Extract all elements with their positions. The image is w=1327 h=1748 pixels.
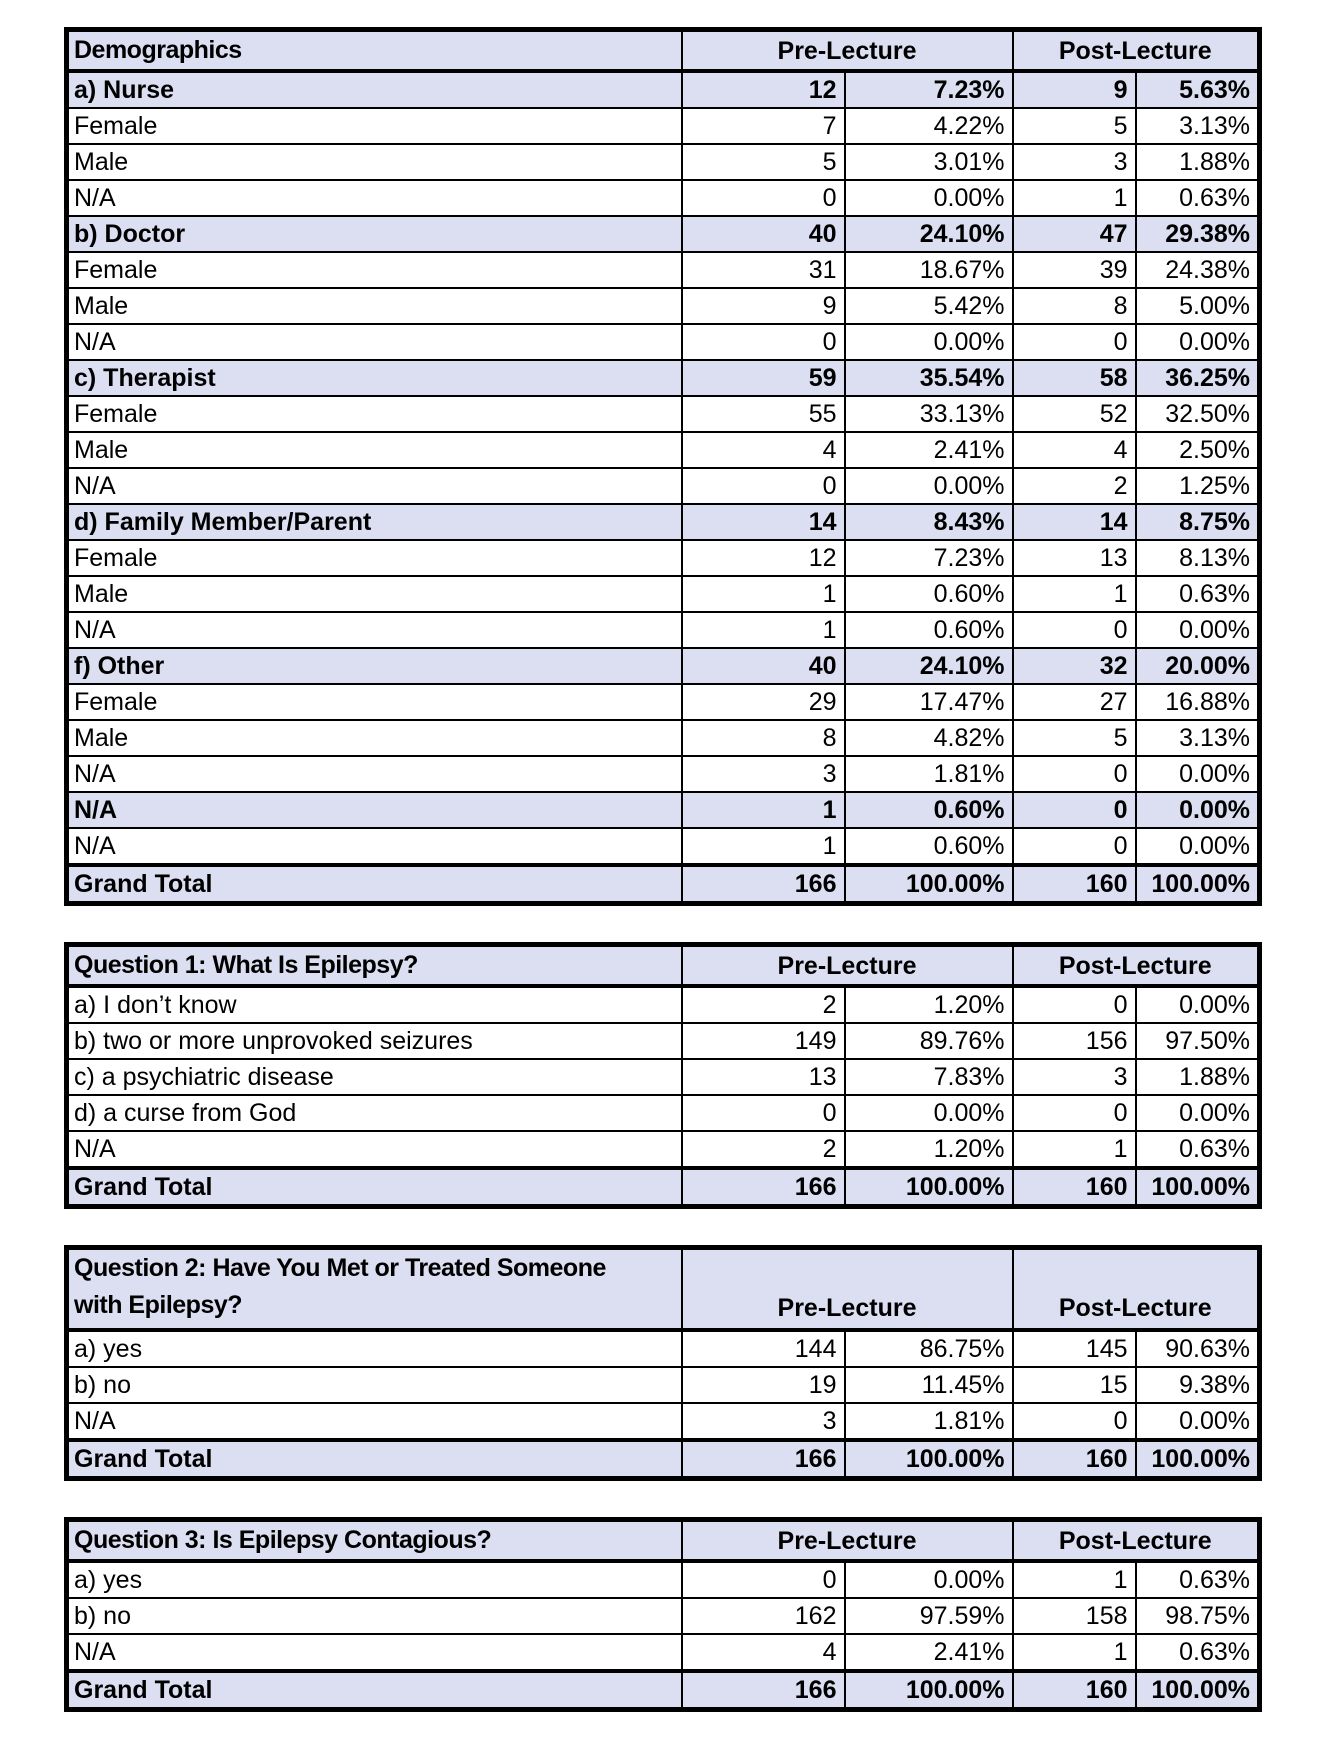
row-label-cell: N/A bbox=[67, 1634, 682, 1671]
post-percent-cell: 36.25% bbox=[1136, 360, 1260, 396]
pre-percent-cell: 0.00% bbox=[845, 468, 1013, 504]
pre-percent-cell: 24.10% bbox=[845, 216, 1013, 252]
row-label-cell: a) Nurse bbox=[67, 71, 682, 108]
row-label-cell: d) a curse from God bbox=[67, 1095, 682, 1131]
pre-count-cell: 0 bbox=[682, 180, 845, 216]
table-row bbox=[67, 180, 1260, 216]
row-label-cell: Female bbox=[67, 540, 682, 576]
table-row bbox=[67, 108, 1260, 144]
pre-percent-cell: 0.00% bbox=[845, 1561, 1013, 1598]
post-count-cell: 145 bbox=[1013, 1330, 1136, 1367]
pre-percent-cell: 2.41% bbox=[845, 432, 1013, 468]
table-question-1 bbox=[64, 942, 1262, 1209]
row-label-cell: N/A bbox=[67, 756, 682, 792]
post-percent-cell: 0.00% bbox=[1136, 828, 1260, 865]
post-percent-cell: 24.38% bbox=[1136, 252, 1260, 288]
row-label-cell: Female bbox=[67, 252, 682, 288]
post-count-cell: 1 bbox=[1013, 1634, 1136, 1671]
post-count-cell: 14 bbox=[1013, 504, 1136, 540]
post-percent-cell: 16.88% bbox=[1136, 684, 1260, 720]
table-header-row bbox=[67, 1520, 1260, 1562]
post-percent-cell: 0.63% bbox=[1136, 1634, 1260, 1671]
table-title-cell bbox=[67, 945, 682, 987]
post-percent-cell: 2.50% bbox=[1136, 432, 1260, 468]
post-percent-cell: 100.00% bbox=[1136, 1440, 1260, 1479]
pre-count-cell: 40 bbox=[682, 648, 845, 684]
pre-count-cell: 1 bbox=[682, 792, 845, 828]
post-percent-cell: 29.38% bbox=[1136, 216, 1260, 252]
post-count-cell: 27 bbox=[1013, 684, 1136, 720]
table-row bbox=[67, 828, 1260, 865]
pre-percent-cell: 100.00% bbox=[845, 1440, 1013, 1479]
pre-count-cell: 7 bbox=[682, 108, 845, 144]
pre-count-cell: 1 bbox=[682, 612, 845, 648]
table-row bbox=[67, 720, 1260, 756]
pre-lecture-header: Pre-Lecture bbox=[682, 1520, 1013, 1562]
post-percent-cell: 8.75% bbox=[1136, 504, 1260, 540]
grand-total-row bbox=[67, 1168, 1260, 1207]
pre-percent-cell: 0.60% bbox=[845, 576, 1013, 612]
post-percent-cell: 0.00% bbox=[1136, 986, 1260, 1023]
post-percent-cell: 0.00% bbox=[1136, 792, 1260, 828]
post-count-cell: 58 bbox=[1013, 360, 1136, 396]
table-row bbox=[67, 1561, 1260, 1598]
post-percent-cell: 100.00% bbox=[1136, 1168, 1260, 1207]
post-count-cell: 1 bbox=[1013, 1131, 1136, 1168]
post-percent-cell: 20.00% bbox=[1136, 648, 1260, 684]
pre-count-cell: 31 bbox=[682, 252, 845, 288]
row-label-cell: a) I don’t know bbox=[67, 986, 682, 1023]
pre-count-cell: 19 bbox=[682, 1367, 845, 1403]
pre-percent-cell: 17.47% bbox=[845, 684, 1013, 720]
table-row bbox=[67, 504, 1260, 540]
row-label-cell: Male bbox=[67, 576, 682, 612]
post-percent-cell: 8.13% bbox=[1136, 540, 1260, 576]
table-row bbox=[67, 1095, 1260, 1131]
pre-percent-cell: 1.81% bbox=[845, 1403, 1013, 1440]
post-percent-cell: 5.00% bbox=[1136, 288, 1260, 324]
post-percent-cell: 98.75% bbox=[1136, 1598, 1260, 1634]
pre-percent-cell: 7.23% bbox=[845, 71, 1013, 108]
row-label-cell: a) yes bbox=[67, 1561, 682, 1598]
pre-count-cell: 1 bbox=[682, 576, 845, 612]
row-label-cell: N/A bbox=[67, 324, 682, 360]
pre-count-cell: 166 bbox=[682, 1440, 845, 1479]
post-count-cell: 5 bbox=[1013, 108, 1136, 144]
pre-percent-cell: 0.60% bbox=[845, 792, 1013, 828]
pre-count-cell: 162 bbox=[682, 1598, 845, 1634]
row-label-cell: Female bbox=[67, 108, 682, 144]
table-row bbox=[67, 756, 1260, 792]
table-title-cell bbox=[67, 1520, 682, 1562]
row-label-cell: Male bbox=[67, 432, 682, 468]
post-percent-cell: 0.63% bbox=[1136, 180, 1260, 216]
table-title-line: Demographics bbox=[74, 36, 242, 64]
table-row bbox=[67, 792, 1260, 828]
table-row bbox=[67, 144, 1260, 180]
post-lecture-header: Post-Lecture bbox=[1013, 945, 1260, 987]
post-count-cell: 52 bbox=[1013, 396, 1136, 432]
post-count-cell: 32 bbox=[1013, 648, 1136, 684]
row-label-cell: f) Other bbox=[67, 648, 682, 684]
post-percent-cell: 97.50% bbox=[1136, 1023, 1260, 1059]
post-count-cell: 0 bbox=[1013, 792, 1136, 828]
post-count-cell: 0 bbox=[1013, 828, 1136, 865]
row-label-cell: c) Therapist bbox=[67, 360, 682, 396]
row-label-cell: N/A bbox=[67, 828, 682, 865]
table-title-cell bbox=[67, 30, 682, 72]
table-title-cell bbox=[67, 1248, 682, 1331]
post-percent-cell: 32.50% bbox=[1136, 396, 1260, 432]
row-label-cell: Male bbox=[67, 288, 682, 324]
row-label-cell: N/A bbox=[67, 468, 682, 504]
post-count-cell: 0 bbox=[1013, 324, 1136, 360]
row-label-cell: c) a psychiatric disease bbox=[67, 1059, 682, 1095]
pre-count-cell: 29 bbox=[682, 684, 845, 720]
post-percent-cell: 100.00% bbox=[1136, 1671, 1260, 1710]
pre-count-cell: 0 bbox=[682, 1561, 845, 1598]
pre-percent-cell: 8.43% bbox=[845, 504, 1013, 540]
post-percent-cell: 1.25% bbox=[1136, 468, 1260, 504]
pre-percent-cell: 0.60% bbox=[845, 828, 1013, 865]
pre-percent-cell: 35.54% bbox=[845, 360, 1013, 396]
post-count-cell: 13 bbox=[1013, 540, 1136, 576]
table-row bbox=[67, 684, 1260, 720]
pre-percent-cell: 0.00% bbox=[845, 324, 1013, 360]
table-row bbox=[67, 1330, 1260, 1367]
post-percent-cell: 0.00% bbox=[1136, 1095, 1260, 1131]
grand-total-row bbox=[67, 865, 1260, 904]
row-label-cell: b) no bbox=[67, 1367, 682, 1403]
pre-count-cell: 0 bbox=[682, 1095, 845, 1131]
post-count-cell: 160 bbox=[1013, 865, 1136, 904]
pre-count-cell: 144 bbox=[682, 1330, 845, 1367]
post-count-cell: 2 bbox=[1013, 468, 1136, 504]
table-row bbox=[67, 71, 1260, 108]
pre-percent-cell: 97.59% bbox=[845, 1598, 1013, 1634]
row-label-cell: Female bbox=[67, 684, 682, 720]
pre-count-cell: 3 bbox=[682, 756, 845, 792]
table-question-3 bbox=[64, 1517, 1262, 1712]
pre-percent-cell: 0.00% bbox=[845, 180, 1013, 216]
grand-total-row bbox=[67, 1671, 1260, 1710]
post-percent-cell: 0.63% bbox=[1136, 576, 1260, 612]
table-row bbox=[67, 396, 1260, 432]
table-row bbox=[67, 612, 1260, 648]
post-lecture-header: Post-Lecture bbox=[1013, 1520, 1260, 1562]
post-count-cell: 0 bbox=[1013, 1403, 1136, 1440]
table-row bbox=[67, 986, 1260, 1023]
table-row bbox=[67, 540, 1260, 576]
row-label-cell: Female bbox=[67, 396, 682, 432]
pre-count-cell: 4 bbox=[682, 432, 845, 468]
pre-count-cell: 12 bbox=[682, 71, 845, 108]
table-row bbox=[67, 648, 1260, 684]
table-row bbox=[67, 1023, 1260, 1059]
row-label-cell: b) two or more unprovoked seizures bbox=[67, 1023, 682, 1059]
table-row bbox=[67, 324, 1260, 360]
table-row bbox=[67, 1634, 1260, 1671]
pre-percent-cell: 4.82% bbox=[845, 720, 1013, 756]
pre-count-cell: 1 bbox=[682, 828, 845, 865]
pre-lecture-header: Pre-Lecture bbox=[682, 1248, 1013, 1331]
pre-percent-cell: 100.00% bbox=[845, 865, 1013, 904]
pre-percent-cell: 11.45% bbox=[845, 1367, 1013, 1403]
pre-percent-cell: 0.00% bbox=[845, 1095, 1013, 1131]
row-label-cell: a) yes bbox=[67, 1330, 682, 1367]
post-percent-cell: 9.38% bbox=[1136, 1367, 1260, 1403]
post-lecture-header: Post-Lecture bbox=[1013, 30, 1260, 72]
table-title-line: Question 3: Is Epilepsy Contagious? bbox=[74, 1526, 492, 1554]
post-count-cell: 160 bbox=[1013, 1168, 1136, 1207]
post-count-cell: 39 bbox=[1013, 252, 1136, 288]
row-label-cell: Male bbox=[67, 720, 682, 756]
row-label-cell: Grand Total bbox=[67, 1671, 682, 1710]
table-row bbox=[67, 468, 1260, 504]
post-count-cell: 15 bbox=[1013, 1367, 1136, 1403]
table-row bbox=[67, 252, 1260, 288]
post-count-cell: 0 bbox=[1013, 612, 1136, 648]
pre-percent-cell: 18.67% bbox=[845, 252, 1013, 288]
row-label-cell: N/A bbox=[67, 612, 682, 648]
row-label-cell: b) no bbox=[67, 1598, 682, 1634]
table-row bbox=[67, 360, 1260, 396]
pre-percent-cell: 1.20% bbox=[845, 986, 1013, 1023]
post-count-cell: 3 bbox=[1013, 144, 1136, 180]
pre-lecture-header: Pre-Lecture bbox=[682, 30, 1013, 72]
pre-count-cell: 166 bbox=[682, 1168, 845, 1207]
table-demographics bbox=[64, 27, 1262, 906]
pre-percent-cell: 1.81% bbox=[845, 756, 1013, 792]
pre-percent-cell: 100.00% bbox=[845, 1671, 1013, 1710]
post-percent-cell: 3.13% bbox=[1136, 720, 1260, 756]
row-label-cell: Grand Total bbox=[67, 1440, 682, 1479]
post-percent-cell: 0.00% bbox=[1136, 1403, 1260, 1440]
post-percent-cell: 0.00% bbox=[1136, 612, 1260, 648]
pre-count-cell: 59 bbox=[682, 360, 845, 396]
row-label-cell: N/A bbox=[67, 1403, 682, 1440]
post-count-cell: 1 bbox=[1013, 576, 1136, 612]
pre-lecture-header: Pre-Lecture bbox=[682, 945, 1013, 987]
row-label-cell: N/A bbox=[67, 792, 682, 828]
table-row bbox=[67, 1059, 1260, 1095]
post-count-cell: 3 bbox=[1013, 1059, 1136, 1095]
table-row bbox=[67, 288, 1260, 324]
pre-count-cell: 0 bbox=[682, 468, 845, 504]
table-header-row bbox=[67, 1248, 1260, 1331]
post-percent-cell: 0.00% bbox=[1136, 324, 1260, 360]
post-count-cell: 0 bbox=[1013, 756, 1136, 792]
pre-count-cell: 55 bbox=[682, 396, 845, 432]
row-label-cell: N/A bbox=[67, 1131, 682, 1168]
post-count-cell: 0 bbox=[1013, 986, 1136, 1023]
table-row bbox=[67, 432, 1260, 468]
row-label-cell: Grand Total bbox=[67, 1168, 682, 1207]
pre-percent-cell: 0.60% bbox=[845, 612, 1013, 648]
pre-count-cell: 8 bbox=[682, 720, 845, 756]
post-count-cell: 8 bbox=[1013, 288, 1136, 324]
pre-percent-cell: 33.13% bbox=[845, 396, 1013, 432]
pre-count-cell: 166 bbox=[682, 865, 845, 904]
survey-results-sheet bbox=[64, 27, 1262, 1748]
post-count-cell: 160 bbox=[1013, 1440, 1136, 1479]
pre-count-cell: 12 bbox=[682, 540, 845, 576]
post-percent-cell: 0.00% bbox=[1136, 756, 1260, 792]
pre-count-cell: 40 bbox=[682, 216, 845, 252]
pre-percent-cell: 24.10% bbox=[845, 648, 1013, 684]
post-count-cell: 5 bbox=[1013, 720, 1136, 756]
pre-count-cell: 149 bbox=[682, 1023, 845, 1059]
post-count-cell: 4 bbox=[1013, 432, 1136, 468]
post-percent-cell: 5.63% bbox=[1136, 71, 1260, 108]
pre-percent-cell: 86.75% bbox=[845, 1330, 1013, 1367]
post-count-cell: 0 bbox=[1013, 1095, 1136, 1131]
post-percent-cell: 1.88% bbox=[1136, 1059, 1260, 1095]
post-percent-cell: 0.63% bbox=[1136, 1131, 1260, 1168]
post-count-cell: 160 bbox=[1013, 1671, 1136, 1710]
table-row bbox=[67, 1403, 1260, 1440]
pre-count-cell: 4 bbox=[682, 1634, 845, 1671]
table-header-row bbox=[67, 945, 1260, 987]
pre-count-cell: 2 bbox=[682, 986, 845, 1023]
table-row bbox=[67, 216, 1260, 252]
post-count-cell: 158 bbox=[1013, 1598, 1136, 1634]
table-title-line: with Epilepsy? bbox=[74, 1291, 243, 1319]
row-label-cell: N/A bbox=[67, 180, 682, 216]
pre-count-cell: 2 bbox=[682, 1131, 845, 1168]
row-label-cell: d) Family Member/Parent bbox=[67, 504, 682, 540]
row-label-cell: Male bbox=[67, 144, 682, 180]
grand-total-row bbox=[67, 1440, 1260, 1479]
table-question-2 bbox=[64, 1245, 1262, 1481]
post-percent-cell: 100.00% bbox=[1136, 865, 1260, 904]
table-title-line: Question 2: Have You Met or Treated Someone bbox=[74, 1254, 606, 1282]
pre-count-cell: 9 bbox=[682, 288, 845, 324]
post-count-cell: 9 bbox=[1013, 71, 1136, 108]
pre-count-cell: 14 bbox=[682, 504, 845, 540]
pre-percent-cell: 100.00% bbox=[845, 1168, 1013, 1207]
post-percent-cell: 0.63% bbox=[1136, 1561, 1260, 1598]
table-row bbox=[67, 576, 1260, 612]
pre-percent-cell: 89.76% bbox=[845, 1023, 1013, 1059]
pre-percent-cell: 5.42% bbox=[845, 288, 1013, 324]
pre-count-cell: 166 bbox=[682, 1671, 845, 1710]
table-header-row bbox=[67, 30, 1260, 72]
table-title-line: Question 1: What Is Epilepsy? bbox=[74, 951, 418, 979]
row-label-cell: Grand Total bbox=[67, 865, 682, 904]
post-count-cell: 47 bbox=[1013, 216, 1136, 252]
pre-count-cell: 5 bbox=[682, 144, 845, 180]
pre-count-cell: 13 bbox=[682, 1059, 845, 1095]
post-count-cell: 1 bbox=[1013, 180, 1136, 216]
post-count-cell: 1 bbox=[1013, 1561, 1136, 1598]
post-percent-cell: 1.88% bbox=[1136, 144, 1260, 180]
pre-percent-cell: 7.83% bbox=[845, 1059, 1013, 1095]
pre-count-cell: 0 bbox=[682, 324, 845, 360]
pre-percent-cell: 1.20% bbox=[845, 1131, 1013, 1168]
post-percent-cell: 3.13% bbox=[1136, 108, 1260, 144]
table-row bbox=[67, 1131, 1260, 1168]
post-count-cell: 156 bbox=[1013, 1023, 1136, 1059]
pre-count-cell: 3 bbox=[682, 1403, 845, 1440]
table-row bbox=[67, 1367, 1260, 1403]
pre-percent-cell: 4.22% bbox=[845, 108, 1013, 144]
post-lecture-header: Post-Lecture bbox=[1013, 1248, 1260, 1331]
pre-percent-cell: 7.23% bbox=[845, 540, 1013, 576]
pre-percent-cell: 3.01% bbox=[845, 144, 1013, 180]
pre-percent-cell: 2.41% bbox=[845, 1634, 1013, 1671]
post-percent-cell: 90.63% bbox=[1136, 1330, 1260, 1367]
table-row bbox=[67, 1598, 1260, 1634]
row-label-cell: b) Doctor bbox=[67, 216, 682, 252]
